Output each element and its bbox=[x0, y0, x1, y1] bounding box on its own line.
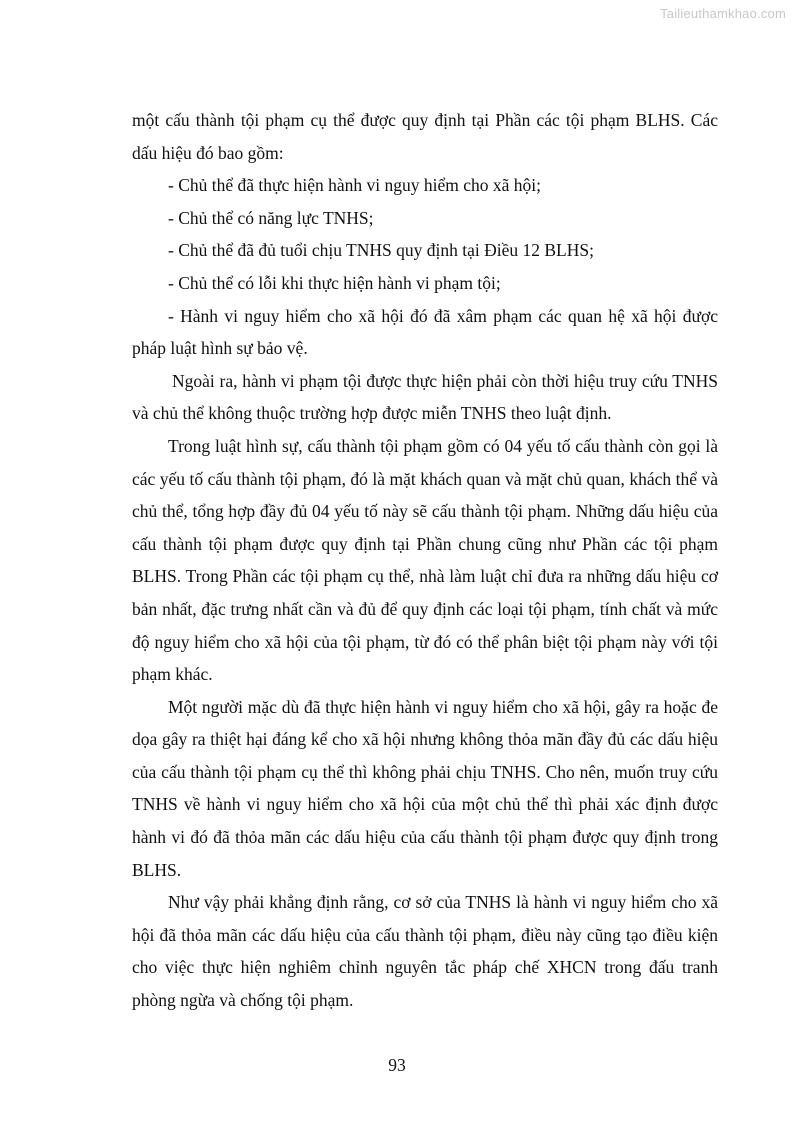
paragraph: Như vậy phải khẳng định rằng, cơ sở của TNHS là hành vi nguy hiểm cho xã hội đã thỏa mãn các dấu hiệu của cấu thành tội phạm, điều này cũng tạo điều kiện cho việc thực hiện nghiêm chỉnh nguyên tắc pháp chế XHCN trong đấu tranh phòng ngừa và chống tội phạm. bbox=[132, 892, 718, 1011]
list-item: - Chủ thể có lỗi khi thực hiện hành vi phạm tội; bbox=[168, 272, 501, 293]
paragraph: một cấu thành tội phạm cụ thể được quy định tại Phần các tội phạm BLHS. Các dấu hiệu đó bao gồm: bbox=[132, 110, 718, 163]
watermark-text: Tailieuthamkhao.com bbox=[660, 6, 786, 21]
list-item: - Chủ thể đã thực hiện hành vi nguy hiểm cho xã hội; bbox=[168, 175, 542, 196]
list-item: - Chủ thể có năng lực TNHS; bbox=[168, 207, 374, 228]
list-item: - Hành vi nguy hiểm cho xã hội đó đã xâm phạm các quan hệ xã hội được pháp luật hình sự bảo vệ. bbox=[132, 305, 718, 359]
list-item: - Chủ thể đã đủ tuổi chịu TNHS quy định tại Điều 12 BLHS; bbox=[168, 240, 594, 261]
document-body bbox=[132, 104, 718, 1017]
paragraph: Ngoài ra, hành vi phạm tội được thực hiện phải còn thời hiệu truy cứu TNHS và chủ thể không thuộc trường hợp được miễn TNHS theo luật định. bbox=[132, 370, 718, 424]
paragraph: Trong luật hình sự, cấu thành tội phạm gồm có 04 yếu tố cấu thành còn gọi là các yếu tố cấu thành tội phạm, đó là mặt khách quan và mặt chủ quan, khách thể và chủ thể, tổng hợp đầy đủ 04 yếu tố này sẽ cấu thành tội phạm. Những dấu hiệu của cấu thành tội phạm được quy định tại Phần chung cũng như Phần các tội phạm BLHS. Trong Phần các tội phạm cụ thể, nhà làm luật chỉ đưa ra những dấu hiệu cơ bản nhất, đặc trưng nhất cần và đủ để quy định các loại tội phạm, tính chất và mức độ nguy hiểm cho xã hội của tội phạm, từ đó có thể phân biệt tội phạm này với tội phạm khác. bbox=[132, 435, 718, 685]
paragraph: Một người mặc dù đã thực hiện hành vi nguy hiểm cho xã hội, gây ra hoặc đe dọa gây ra thiệt hại đáng kể cho xã hội nhưng không thỏa mãn đầy đủ các dấu hiệu của cấu thành tội phạm cụ thể thì không phải chịu TNHS. Cho nên, muốn truy cứu TNHS về hành vi nguy hiểm cho xã hội của một chủ thể thì phải xác định được hành vi đó đã thỏa mãn các dấu hiệu của cấu thành tội phạm được quy định trong BLHS. bbox=[132, 696, 718, 880]
page-number: 93 bbox=[388, 1055, 406, 1075]
